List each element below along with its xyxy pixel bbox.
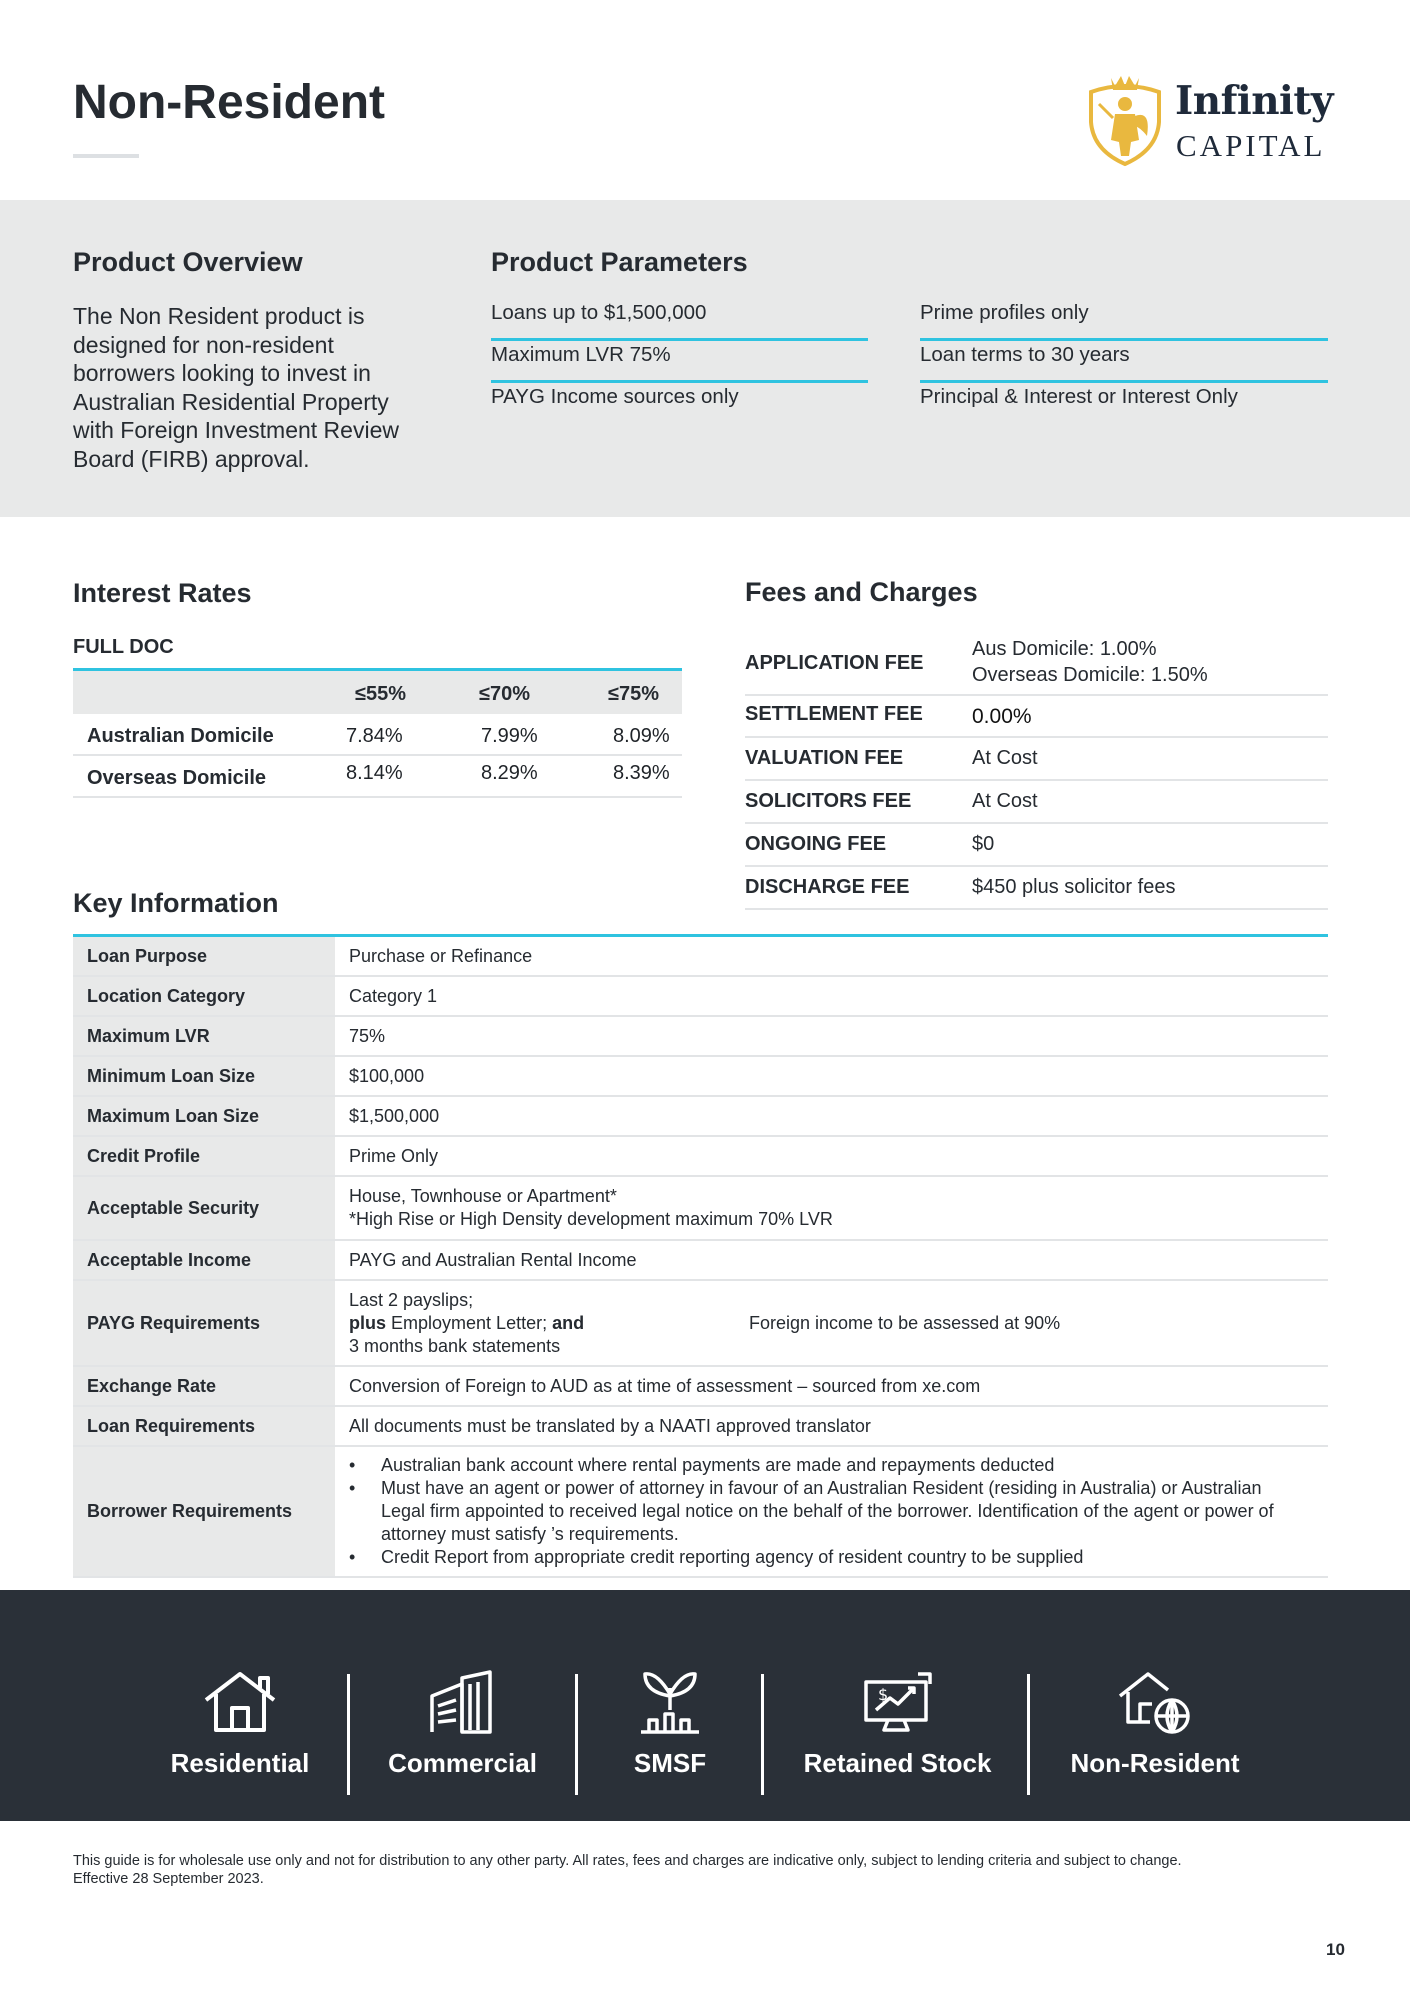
value-text: Employment Letter; xyxy=(386,1312,553,1333)
parameter-item: Prime profiles only xyxy=(920,301,1328,341)
table-row xyxy=(73,937,1328,977)
fee-label: DISCHARGE FEE xyxy=(745,876,910,898)
row-value: $1,500,000 xyxy=(349,1105,440,1126)
row-label: Acceptable Security xyxy=(73,1177,341,1239)
table-row xyxy=(73,1017,1328,1057)
row-label: Loan Requirements xyxy=(73,1407,341,1445)
row-label: Australian Domicile xyxy=(87,725,274,747)
disclaimer-text: This guide is for wholesale use only and not for distribution to any other party. All rates, fees and charges are indicative only, subject to lending criteria and subject to change. xyxy=(73,1853,1182,1869)
row-value: All documents must be translated by a NAATI approved translator xyxy=(349,1415,871,1436)
row-label: Location Category xyxy=(73,977,341,1015)
table-row xyxy=(73,1447,1328,1578)
key-information-heading: Key Information xyxy=(73,888,279,918)
product-link-commercial[interactable] xyxy=(380,1670,545,1779)
row-value: Purchase or Refinance xyxy=(349,945,533,966)
product-label: Commercial xyxy=(388,1748,537,1778)
page-number: 10 xyxy=(1326,1940,1345,1959)
svg-text:$: $ xyxy=(877,1685,888,1704)
row-label: Overseas Domicile xyxy=(87,767,266,789)
parameter-item: Principal & Interest or Interest Only xyxy=(920,385,1238,408)
value-line: Last 2 payslips; xyxy=(349,1289,474,1310)
row-label: PAYG Requirements xyxy=(73,1281,341,1365)
fee-row xyxy=(745,781,1328,824)
interest-rates-heading: Interest Rates xyxy=(73,578,252,608)
value-line: *High Rise or High Density development maximum 70% LVR xyxy=(349,1209,833,1229)
column-header: ≤75% xyxy=(608,683,660,705)
product-overview-text: The Non Resident product is designed for non-resident borrowers looking to invest in Australian Residential Property with Foreign Investment Review Board (FIRB) approval. xyxy=(73,303,399,472)
fee-label: ONGOING FEE xyxy=(745,833,887,855)
monitor-chart-icon xyxy=(862,1670,934,1734)
table-row xyxy=(73,1097,1328,1137)
product-link-smsf[interactable] xyxy=(600,1670,740,1779)
parameter-item: Loan terms to 30 years xyxy=(920,343,1328,383)
shield-knight-icon xyxy=(1085,70,1165,170)
product-label: Non-Resident xyxy=(1070,1748,1240,1778)
product-parameters-heading: Product Parameters xyxy=(491,247,748,277)
fees-table xyxy=(745,630,1328,910)
fee-row xyxy=(745,738,1328,781)
product-label: Retained Stock xyxy=(803,1748,992,1778)
fee-value: Aus Domicile: 1.00% xyxy=(972,638,1157,660)
list-item: • Credit Report from appropriate credit reporting agency of resident country to be supplied xyxy=(349,1546,1289,1569)
value-line xyxy=(349,1312,749,1335)
table-row xyxy=(73,1241,1328,1281)
table-row xyxy=(73,977,1328,1017)
fee-row xyxy=(745,867,1328,910)
product-divider xyxy=(1027,1674,1030,1795)
rate-cell: 8.39% xyxy=(613,762,670,784)
product-link-non-resident[interactable] xyxy=(1055,1670,1255,1779)
fee-row xyxy=(745,630,1328,696)
building-icon xyxy=(428,1670,498,1734)
row-value xyxy=(341,1281,1328,1365)
product-link-residential[interactable] xyxy=(155,1670,325,1779)
bullet-list xyxy=(349,1454,1289,1569)
rate-cell: 8.09% xyxy=(613,725,670,747)
row-value xyxy=(341,1447,1328,1576)
row-value xyxy=(341,1177,1328,1239)
fee-row xyxy=(745,696,1328,738)
table-header-row xyxy=(73,671,682,714)
key-information-table xyxy=(73,934,1328,1578)
product-divider xyxy=(347,1674,350,1795)
fee-value: At Cost xyxy=(972,790,1038,812)
logo-wordmark-capital: CAPITAL xyxy=(1176,128,1326,163)
row-label: Acceptable Income xyxy=(73,1241,341,1279)
row-value: Conversion of Foreign to AUD as at time of assessment – sourced from xe.com xyxy=(349,1375,981,1396)
list-item: • Must have an agent or power of attorney in favour of an Australian Resident (residing in Australia) or Australian Legal firm appointed to received legal notice on the behalf of the borrower. Identification of the agent or power of attorney must satisfy ’s requirements. xyxy=(349,1477,1289,1546)
product-overview-heading: Product Overview xyxy=(73,247,303,277)
column-header: ≤55% xyxy=(355,683,407,705)
rate-cell: 8.29% xyxy=(481,762,538,784)
parameter-item: Loans up to $1,500,000 xyxy=(491,301,868,341)
parameter-item: Maximum LVR 75% xyxy=(491,343,868,383)
page-title: Non-Resident xyxy=(73,76,385,129)
row-value: PAYG and Australian Rental Income xyxy=(349,1249,637,1270)
column-header: ≤70% xyxy=(479,683,531,705)
full-doc-subheading: FULL DOC xyxy=(73,636,174,658)
logo-wordmark-infinity: Infinity xyxy=(1175,78,1334,124)
row-label: Maximum LVR xyxy=(73,1017,341,1055)
disclaimer xyxy=(73,1852,1333,1888)
parameter-item: PAYG Income sources only xyxy=(491,385,739,408)
table-row xyxy=(73,1057,1328,1097)
table-row xyxy=(73,1407,1328,1447)
table-row xyxy=(73,1137,1328,1177)
rate-cell: 7.99% xyxy=(481,725,538,747)
product-label: SMSF xyxy=(633,1748,707,1778)
product-label: Residential xyxy=(170,1748,310,1778)
fee-label: SOLICITORS FEE xyxy=(745,790,912,812)
row-value: $100,000 xyxy=(349,1065,425,1086)
bold-text: and xyxy=(552,1312,585,1333)
row-label: Credit Profile xyxy=(73,1137,341,1175)
row-value: Prime Only xyxy=(349,1145,439,1166)
fees-heading: Fees and Charges xyxy=(745,577,978,607)
row-label: Minimum Loan Size xyxy=(73,1057,341,1095)
effective-date: Effective 28 September 2023. xyxy=(73,1871,264,1887)
fee-value: At Cost xyxy=(972,747,1038,769)
house-icon xyxy=(202,1670,278,1734)
table-row xyxy=(73,756,682,798)
rate-cell: 8.14% xyxy=(346,762,403,784)
table-row xyxy=(73,714,682,756)
table-row xyxy=(73,1177,1328,1241)
foreign-income-note: Foreign income to be assessed at 90% xyxy=(749,1312,1061,1333)
fee-row xyxy=(745,824,1328,867)
row-label: Exchange Rate xyxy=(73,1367,341,1405)
fee-value: Overseas Domicile: 1.50% xyxy=(972,664,1208,686)
product-divider xyxy=(761,1674,764,1795)
product-divider xyxy=(575,1674,578,1795)
fee-label: SETTLEMENT FEE xyxy=(745,703,923,725)
product-link-retained-stock[interactable] xyxy=(790,1670,1005,1779)
list-item: • Australian bank account where rental payments are made and repayments deducted xyxy=(349,1454,1289,1477)
fee-label: APPLICATION FEE xyxy=(745,652,924,674)
table-row xyxy=(73,1281,1328,1367)
plant-growth-icon xyxy=(635,1670,705,1734)
rate-cell: 7.84% xyxy=(346,725,403,747)
row-label: Borrower Requirements xyxy=(73,1447,341,1576)
title-underline xyxy=(73,154,139,158)
row-label: Maximum Loan Size xyxy=(73,1097,341,1135)
fee-value: $0 xyxy=(972,833,995,855)
fee-value: 0.00% xyxy=(972,705,1032,728)
row-value: 75% xyxy=(349,1025,386,1046)
value-line: 3 months bank statements xyxy=(349,1335,561,1356)
table-row xyxy=(73,1367,1328,1407)
company-logo xyxy=(1085,70,1334,170)
fee-label: VALUATION FEE xyxy=(745,747,904,769)
house-globe-icon xyxy=(1116,1670,1194,1734)
interest-rates-table xyxy=(73,668,682,798)
row-value: Category 1 xyxy=(349,985,438,1006)
value-line: House, Townhouse or Apartment* xyxy=(349,1186,617,1206)
bold-text: plus xyxy=(349,1312,387,1333)
row-label: Loan Purpose xyxy=(73,937,341,975)
fee-value: $450 plus solicitor fees xyxy=(972,876,1176,898)
